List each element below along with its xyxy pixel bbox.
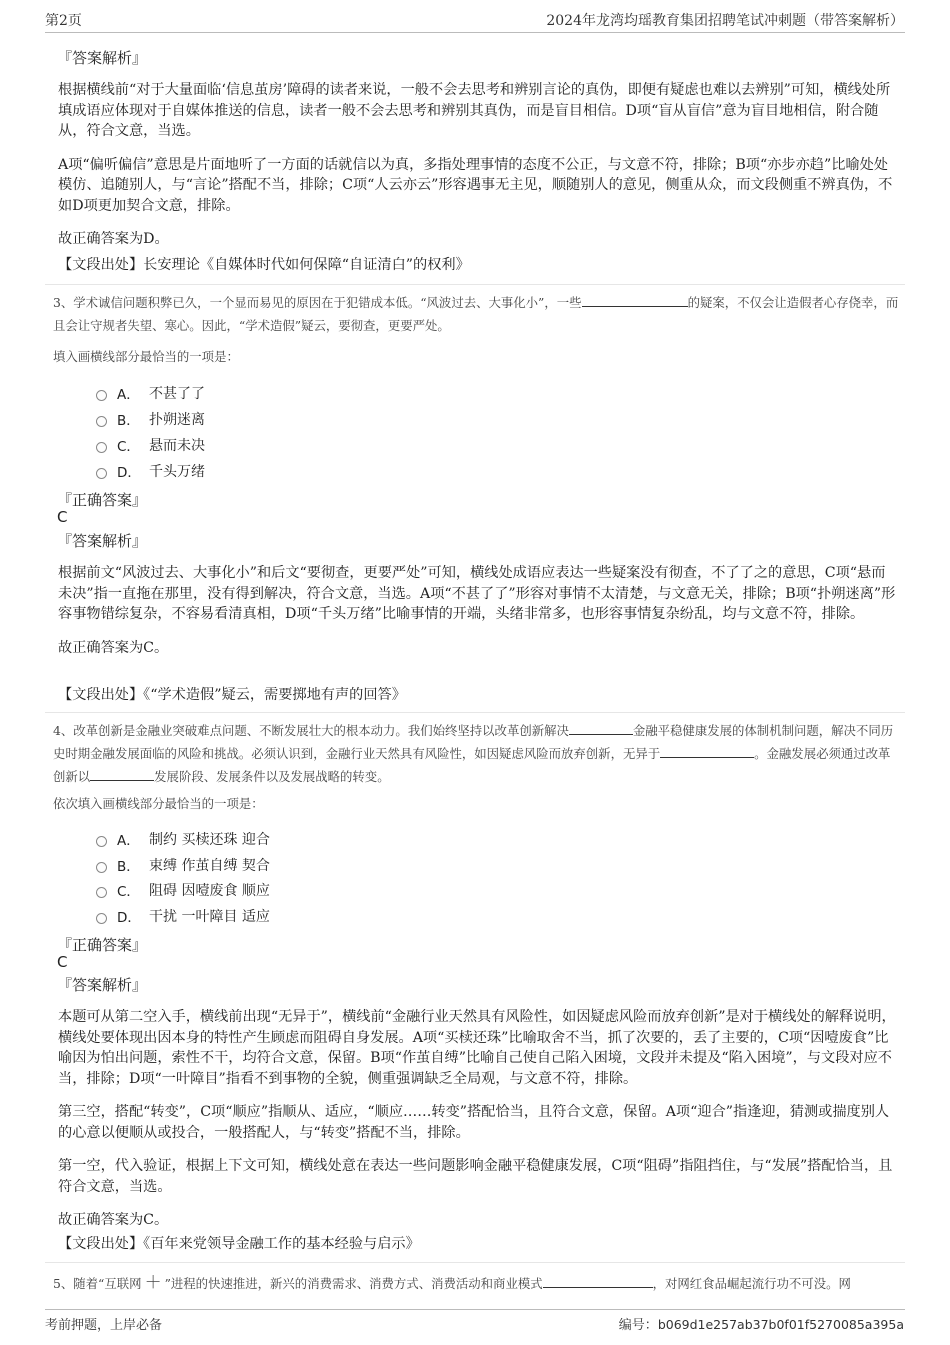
option-text: 束缚 作茧自缚 契合	[149, 858, 270, 874]
q3-option-c[interactable]	[96, 435, 205, 455]
header-divider	[45, 32, 905, 33]
q5-text-mid: ”进程的快速推进，新兴的消费需求、消费方式、消费活动和商业模式	[164, 1276, 543, 1291]
q4-prompt: 依次填入画横线部分最恰当的一项是：	[53, 796, 264, 811]
option-text: 千头万绪	[149, 464, 205, 480]
radio-button[interactable]	[96, 887, 107, 898]
q5-text-after: ，对网红食品崛起流行功不可没。网	[652, 1276, 851, 1291]
q3-analysis	[58, 563, 896, 658]
q4-option-b[interactable]	[96, 855, 270, 875]
q4-text-part2: 金融平稳健康发展的体制机制问题，解决不同历史时期金融发展面临的风险和挑战。必须认识到，金融行业天然具有风险性，如因疑虑风险而放弃创新，无异于	[53, 723, 894, 761]
option-text: 悬而未决	[149, 438, 205, 454]
q3-correct-label: 『正确答案』	[57, 491, 148, 509]
q3-option-b[interactable]	[96, 409, 205, 429]
option-letter: B．	[117, 859, 140, 875]
option-text: 阻碍 因噎废食 顺应	[149, 883, 270, 899]
option-letter: B．	[117, 413, 140, 429]
page-number: 第2页	[45, 13, 82, 29]
q3-conclusion: 故正确答案为C。	[58, 639, 169, 656]
option-letter: A．	[117, 833, 140, 849]
option-letter: C．	[117, 884, 140, 900]
footer-divider	[45, 1309, 905, 1310]
q3-analysis-label: 『答案解析』	[57, 532, 148, 550]
option-text: 干扰 一叶障目 适应	[149, 909, 270, 925]
q2-analysis-paragraph: A项“偏听偏信”意思是片面地听了一方面的话就信以为真，多指处理事情的态度不公正，与文意不符，排除；B项“亦步亦趋”比喻处处模仿、追随别人，与“言论”搭配不当，排除；C项“人云亦云”形容遇事无主见，顺随别人的意见，侧重从众，而文段侧重不辨真伪，不如D项更加契合文意，排除。	[58, 156, 893, 214]
option-letter: D．	[117, 910, 141, 926]
option-text: 不甚了了	[149, 386, 205, 402]
q3-text-before: 3、学术诚信问题积弊已久，一个显而易见的原因在于犯错成本低。“风波过去、大事化小”，一些	[53, 295, 582, 310]
q4-analysis-paragraph: 第三空，搭配“转变”，C项“顺应”指顺从、适应，“顺应……转变”搭配恰当，且符合文意，保留。A项“迎合”指逢迎，猜测或揣度别人的心意以便顺从或投合，一般搭配人，与“转变”搭配不当，排除。	[58, 1104, 890, 1141]
section-divider	[45, 712, 905, 713]
q4-blank-2	[660, 745, 754, 758]
q4-text-part4: 发展阶段、发展条件以及发展战略的转变。	[154, 769, 390, 784]
document-title: 2024年龙湾均瑶教育集团招聘笔试冲刺题（带答案解析）	[546, 13, 904, 29]
section-divider	[45, 1262, 905, 1263]
radio-button[interactable]	[96, 468, 107, 479]
q5-text-before: 5、随着“互联网	[53, 1276, 142, 1291]
radio-button[interactable]	[96, 390, 107, 401]
q3-option-d[interactable]	[96, 461, 205, 481]
q3-analysis-paragraph: 根据前文“风波过去、大事化小”和后文“要彻查，更要严处”可知，横线处成语应表达一些疑案没有彻查，不了了之的意思，C项“悬而未决”指一直拖在那里，没有得到解决，符合文意，当选。A项“不甚了了”形容对事情不太清楚，与文意无关，排除；B项“扑朔迷离”形容事物错综复杂，不容易看清真相，D项“千头万绪”比喻事情的开端，头绪非常多，也形容事情复杂纷乱，均与文意不符，排除。	[58, 565, 896, 622]
option-letter: D．	[117, 465, 141, 481]
q2-conclusion: 故正确答案为D。	[58, 231, 169, 247]
footer-slogan: 考前押题，上岸必备	[45, 1318, 163, 1333]
q3-question-text	[53, 291, 901, 337]
q4-conclusion: 故正确答案为C。	[58, 1212, 169, 1228]
q2-analysis-label: 『答案解析』	[57, 49, 148, 67]
q5-question-text	[53, 1272, 901, 1295]
q4-analysis-paragraph: 第一空，代入验证，根据上下文可知，横线处意在表达一些问题影响金融平稳健康发展，C项“阻碍”指阻挡住，与“发展”搭配恰当，且符合文意，当选。	[58, 1158, 893, 1195]
q3-source: 【文段出处】《“学术造假”疑云，需要掷地有声的回答》	[58, 687, 406, 703]
q3-blank	[582, 294, 688, 307]
document-id	[619, 1314, 904, 1333]
radio-button[interactable]	[96, 862, 107, 873]
option-letter: C．	[117, 439, 140, 455]
q3-option-a[interactable]	[96, 383, 205, 403]
q4-question-text	[53, 719, 901, 788]
q4-analysis-label: 『答案解析』	[57, 976, 148, 994]
q4-text-part1: 4、改革创新是金融业突破难点问题、不断发展壮大的根本动力。我们始终坚持以改革创新解决	[53, 723, 569, 738]
q5-plus-sign: ＋	[144, 1273, 162, 1293]
q2-analysis-paragraph: 根据横线前“对于大量面临‘信息茧房’障碍的读者来说，一般不会去思考和辨别言论的真伪，即便有疑虑也难以去辨别”可知，横线处所填成语应体现对于自媒体推送的信息，读者一般不会去思考和辨别其真伪，而是盲目相信。D项“盲从盲信”意为盲目地相信，附合随从，符合文意，当选。	[58, 82, 891, 139]
q3-text-after: 的疑案，不仅会让造假者心存侥幸，而且会让守规者失望、寒心。因此，“学术造假”疑云，要彻查，更要严处。	[53, 295, 899, 333]
option-text: 扑朔迷离	[149, 412, 205, 428]
radio-button[interactable]	[96, 416, 107, 427]
q3-correct-answer: C	[57, 508, 68, 526]
radio-button[interactable]	[96, 836, 107, 847]
q4-option-d[interactable]	[96, 906, 270, 926]
q4-option-c[interactable]	[96, 880, 270, 900]
q4-source: 【文段出处】《百年来党领导金融工作的基本经验与启示》	[58, 1236, 420, 1252]
q3-prompt: 填入画横线部分最恰当的一项是：	[53, 349, 239, 364]
q4-correct-label: 『正确答案』	[57, 936, 148, 954]
option-letter: A．	[117, 387, 140, 403]
q2-analysis	[58, 80, 896, 250]
q4-blank-1	[569, 722, 633, 735]
q4-analysis-paragraph: 本题可从第二空入手，横线前出现“无异于”，横线前“金融行业天然具有风险性，如因疑虑风险而放弃创新”是对于横线处的解释说明，横线处要体现出因本身的特性产生顾虑而阻碍自身发展。A项“买椟还珠”比喻取舍不当，抓了次要的，丢了主要的，C项“因噎废食”比喻因为怕出问题，索性不干，均符合文意，保留。B项“作茧自缚”比喻自己使自己陷入困境，文段并未提及“陷入困境”，与文段对应不当，排除；D项“一叶障目”指看不到事物的全貌，侧重强调缺乏全局观，与文意不符，排除。	[58, 1009, 896, 1087]
q4-correct-answer: C	[57, 953, 68, 971]
q4-option-a[interactable]	[96, 829, 270, 849]
section-divider	[45, 284, 905, 285]
q4-analysis	[58, 1007, 896, 1231]
option-text: 制约 买椟还珠 迎合	[149, 832, 270, 848]
document-id-label: 编号：	[618, 1318, 658, 1333]
q2-source: 【文段出处】长安理论《自媒体时代如何保障“自证清白”的权利》	[58, 257, 470, 273]
q4-blank-3	[90, 768, 154, 781]
radio-button[interactable]	[96, 442, 107, 453]
q4-text-part3: 。金融发展必须通过改革创新以	[53, 746, 891, 784]
q5-blank	[543, 1275, 653, 1288]
document-id-value: b069d1e257ab37b0f01f5270085a395a	[657, 1317, 904, 1332]
radio-button[interactable]	[96, 913, 107, 924]
